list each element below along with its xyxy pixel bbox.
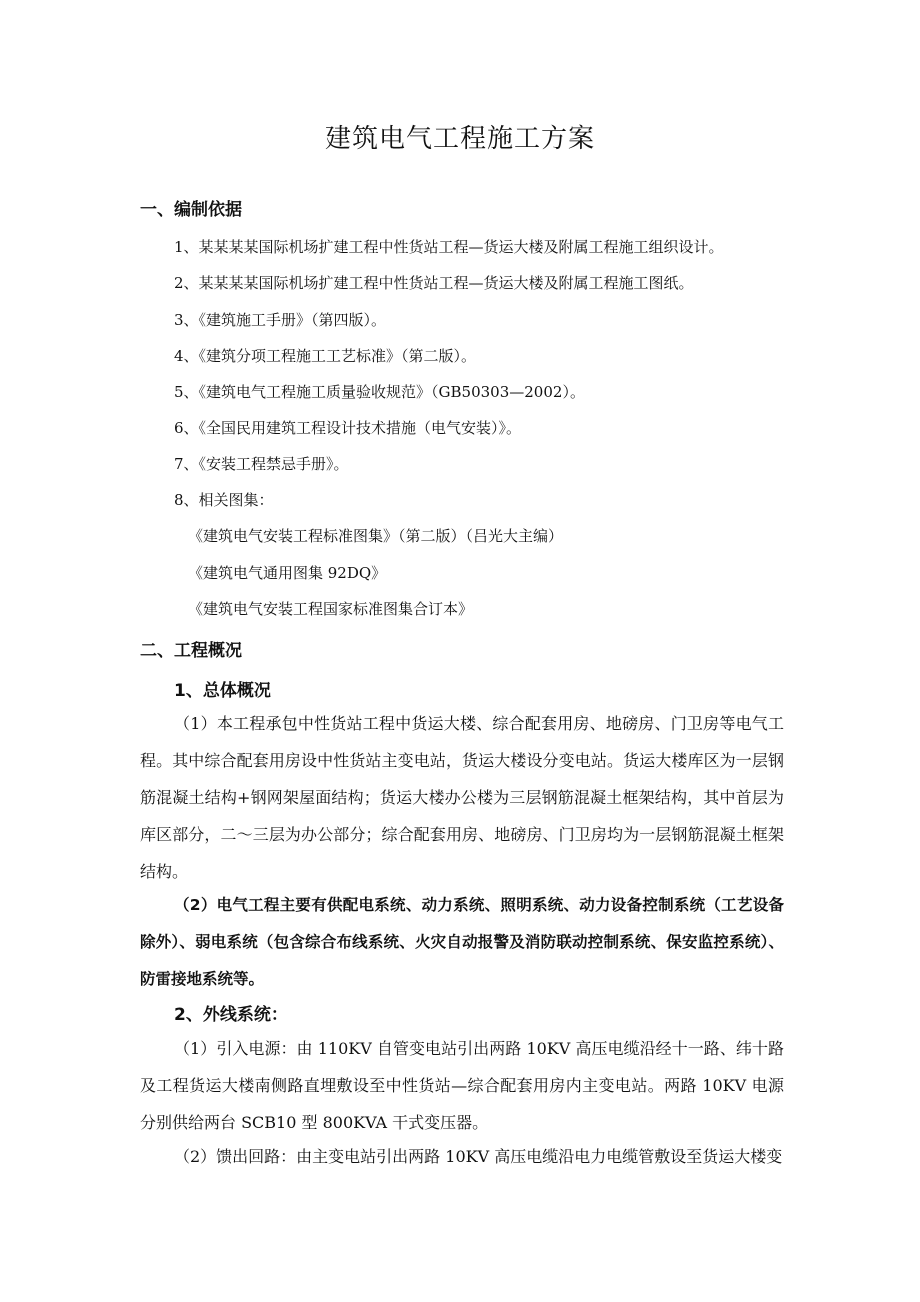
- section-heading-basis: 一、编制依据: [140, 200, 242, 220]
- list-item: 6、《全国民用建筑工程设计技术措施（电气安装）》。: [174, 419, 522, 437]
- subsection-heading-external: 2、外线系统：: [174, 1005, 288, 1025]
- list-item: 2、某某某某国际机场扩建工程中性货站工程—货运大楼及附属工程施工图纸。: [174, 274, 694, 292]
- list-item: 3、《建筑施工手册》（第四版）。: [174, 311, 387, 329]
- atlas-item: 《建筑电气安装工程国家标准图集合订本》: [188, 600, 474, 618]
- paragraph-general-1: （1）本工程承包中性货站工程中货运大楼、综合配套用房、地磅房、门卫房等电气工程。其中综合配套用房设中性货站主变电站，货运大楼设分变电站。货运大楼库区为一层钢筋混凝土结构+钢网架屋面结构；货运大楼办公楼为三层钢筋混凝土框架结构，其中首层为库区部分，二～三层为办公部分；综合配套用房、地磅房、门卫房均为一层钢筋混凝土框架结构。: [140, 714, 784, 881]
- paragraph-external-2: （2）馈出回路：由主变电站引出两路 10KV 高压电缆沿电力电缆管敷设至货运大楼变: [174, 1147, 783, 1166]
- atlas-item: 《建筑电气安装工程标准图集》（第二版）（吕光大主编）: [188, 527, 564, 545]
- list-item: 4、《建筑分项工程施工工艺标准》（第二版）。: [174, 347, 477, 365]
- document-title: 建筑电气工程施工方案: [324, 124, 595, 154]
- list-item: 5、《建筑电气工程施工质量验收规范》（GB50303—2002）。: [174, 383, 585, 401]
- paragraph-general-2: （2）电气工程主要有供配电系统、动力系统、照明系统、动力设备控制系统（工艺设备除外）、弱电系统（包含综合布线系统、火灾自动报警及消防联动控制系统、保安监控系统）、防雷接地系统等。: [140, 896, 784, 988]
- list-item: 1、某某某某国际机场扩建工程中性货站工程—货运大楼及附属工程施工组织设计。: [174, 238, 724, 256]
- atlas-item: 《建筑电气通用图集 92DQ》: [188, 564, 387, 582]
- section-heading-overview: 二、工程概况: [140, 641, 242, 661]
- list-item: 8、相关图集：: [174, 491, 274, 509]
- paragraph-external-1: （1）引入电源：由 110KV 自管变电站引出两路 10KV 高压电缆沿经十一路、纬十路及工程货运大楼南侧路直埋敷设至中性货站—综合配套用房内主变电站。两路 10KV 电源分别供给两台 SCB10 型 800KVA 干式变压器。: [140, 1039, 784, 1132]
- list-item: 7、《安装工程禁忌手册》。: [174, 455, 349, 473]
- subsection-heading-general: 1、总体概况: [174, 681, 271, 701]
